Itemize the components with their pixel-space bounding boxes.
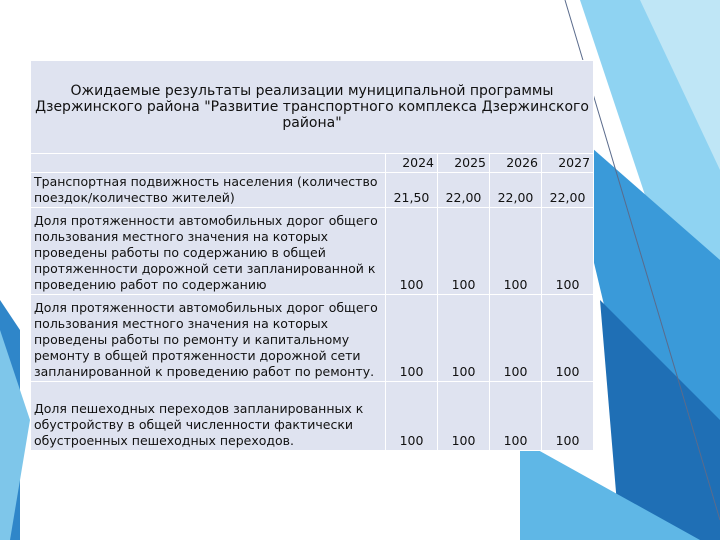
- results-table: [30, 60, 594, 451]
- indicator-value: 22,00: [542, 173, 594, 208]
- year-header: 2024: [386, 154, 438, 173]
- year-header-row: [31, 154, 594, 173]
- year-header: 2026: [490, 154, 542, 173]
- indicator-value: 100: [490, 295, 542, 382]
- year-header: 2027: [542, 154, 594, 173]
- title-row: [31, 61, 594, 154]
- indicator-value: 100: [542, 208, 594, 295]
- indicator-value: 21,50: [386, 173, 438, 208]
- indicator-value: 100: [386, 295, 438, 382]
- indicator-value: 100: [438, 382, 490, 451]
- year-header-blank: [31, 154, 386, 173]
- indicator-value: 22,00: [490, 173, 542, 208]
- indicator-value: 100: [438, 208, 490, 295]
- indicator-value: 100: [438, 295, 490, 382]
- year-header: 2025: [438, 154, 490, 173]
- table-row: [31, 173, 594, 208]
- indicator-label: Доля пешеходных переходов запланированных к обустройству в общей численности фактически обустроенных пешеходных переходов.: [31, 382, 386, 451]
- table-row: [31, 295, 594, 382]
- indicator-label: Транспортная подвижность населения (количество поездок/количество жителей): [31, 173, 386, 208]
- indicator-value: 100: [542, 382, 594, 451]
- table-row: [31, 208, 594, 295]
- indicator-value: 100: [490, 208, 542, 295]
- indicator-value: 100: [386, 382, 438, 451]
- indicator-value: 100: [490, 382, 542, 451]
- indicator-value: 100: [542, 295, 594, 382]
- indicator-value: 22,00: [438, 173, 490, 208]
- indicator-value: 100: [386, 208, 438, 295]
- indicator-label: Доля протяженности автомобильных дорог общего пользования местного значения на которых проведены работы по содержанию в общей протяженности дорожной сети запланированной к проведению работ по содержанию: [31, 208, 386, 295]
- table-title: Ожидаемые результаты реализации муниципальной программы Дзержинского района "Развитие транспортного комплекса Дзержинского района": [31, 61, 594, 154]
- table-row: [31, 382, 594, 451]
- indicator-label: Доля протяженности автомобильных дорог общего пользования местного значения на которых проведены работы по ремонту и капитальному ремонту в общей протяженности дорожной сети запланированной к проведению работ по ремонту.: [31, 295, 386, 382]
